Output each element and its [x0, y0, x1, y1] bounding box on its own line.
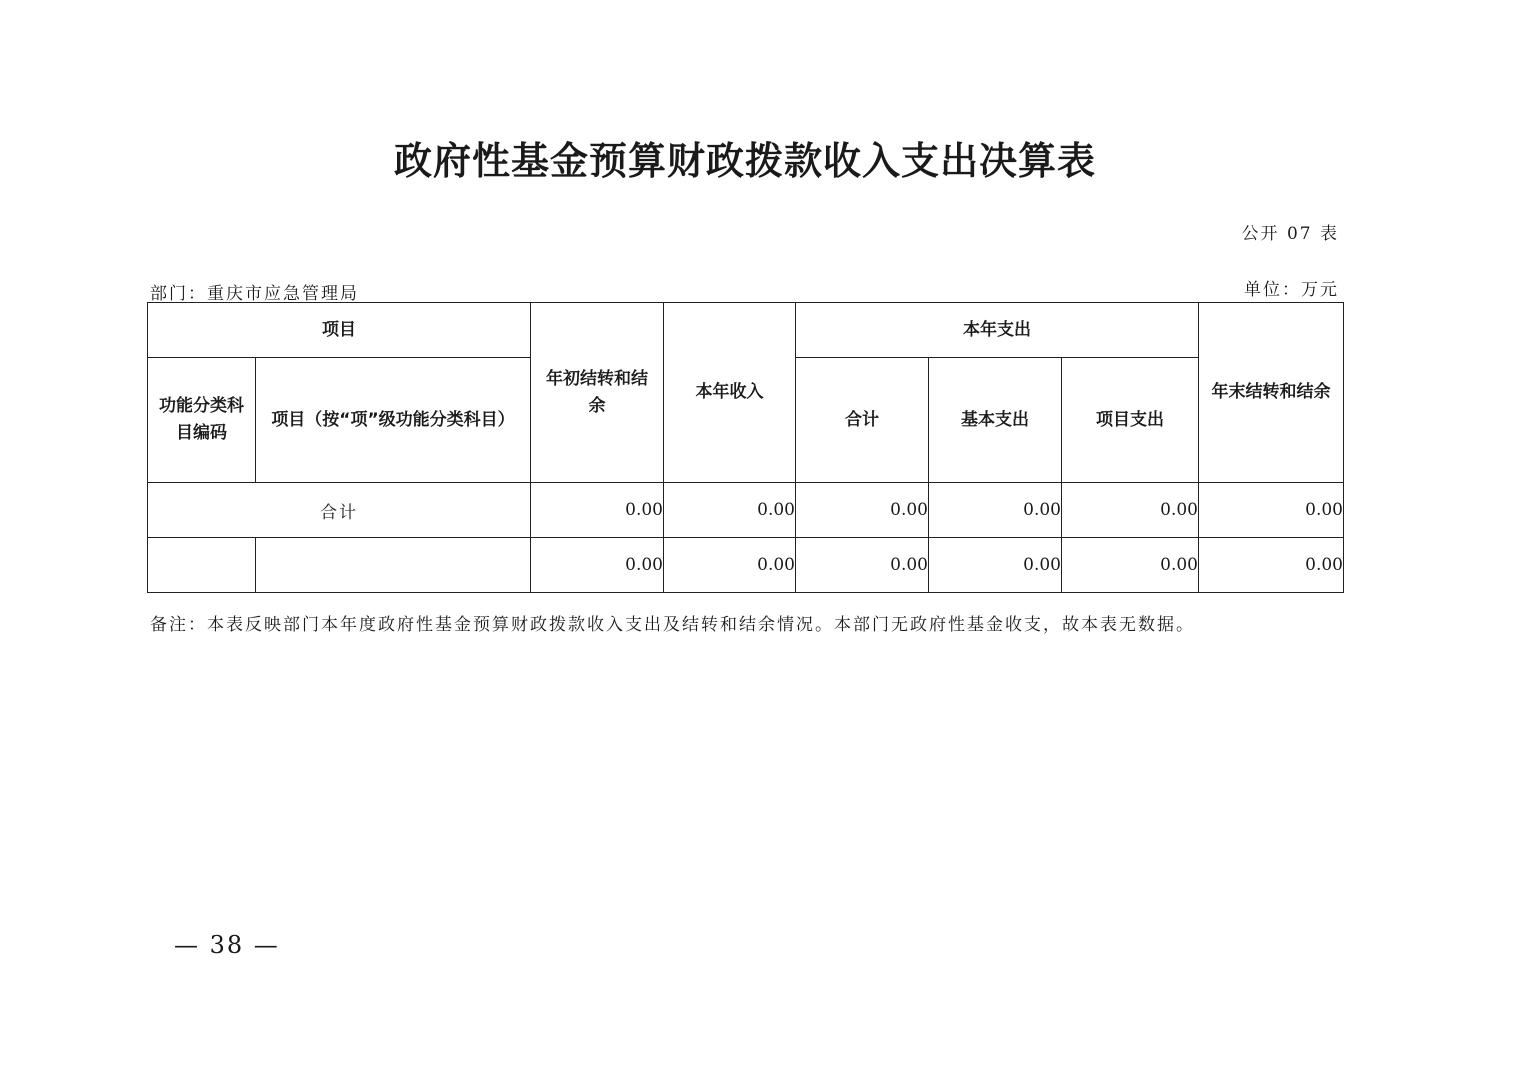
header-project: 项目	[148, 303, 531, 358]
row-project-name	[256, 538, 531, 593]
row-func-code	[148, 538, 256, 593]
table-row	[148, 538, 1344, 593]
header-func-code: 功能分类科目编码	[148, 358, 256, 483]
page-number: — 38 —	[174, 931, 280, 959]
page-title: 政府性基金预算财政拨款收入支出决算表	[393, 138, 1096, 183]
header-basic-expense: 基本支出	[929, 358, 1062, 483]
table-row-total	[148, 483, 1344, 538]
row-closing-balance: 0.00	[1199, 538, 1344, 593]
row-current-income: 0.00	[664, 538, 796, 593]
unit-label: 单位：万元	[1244, 280, 1339, 300]
footnote: 备注：本表反映部门本年度政府性基金预算财政拨款收入支出及结转和结余情况。本部门无政府性基金收支，故本表无数据。	[150, 615, 1195, 635]
total-basic-expense: 0.00	[929, 483, 1062, 538]
header-project-name: 项目（按“项”级功能分类科目）	[256, 358, 531, 483]
header-current-income: 本年收入	[664, 303, 796, 483]
table-code: 公开 07 表	[1241, 224, 1339, 244]
department-label: 部门：重庆市应急管理局	[150, 284, 359, 304]
row-opening-balance: 0.00	[531, 538, 664, 593]
row-basic-expense: 0.00	[929, 538, 1062, 593]
total-current-income: 0.00	[664, 483, 796, 538]
total-label: 合计	[148, 483, 531, 538]
header-expense-total: 合计	[796, 358, 929, 483]
total-closing-balance: 0.00	[1199, 483, 1344, 538]
header-row-1	[148, 303, 1344, 358]
header-closing-balance: 年末结转和结余	[1199, 303, 1344, 483]
row-project-expense: 0.00	[1062, 538, 1199, 593]
row-expense-total: 0.00	[796, 538, 929, 593]
total-project-expense: 0.00	[1062, 483, 1199, 538]
budget-table	[147, 302, 1344, 593]
total-expense-total: 0.00	[796, 483, 929, 538]
header-project-expense: 项目支出	[1062, 358, 1199, 483]
header-opening-balance: 年初结转和结余	[531, 303, 664, 483]
header-current-expense: 本年支出	[796, 303, 1199, 358]
total-opening-balance: 0.00	[531, 483, 664, 538]
